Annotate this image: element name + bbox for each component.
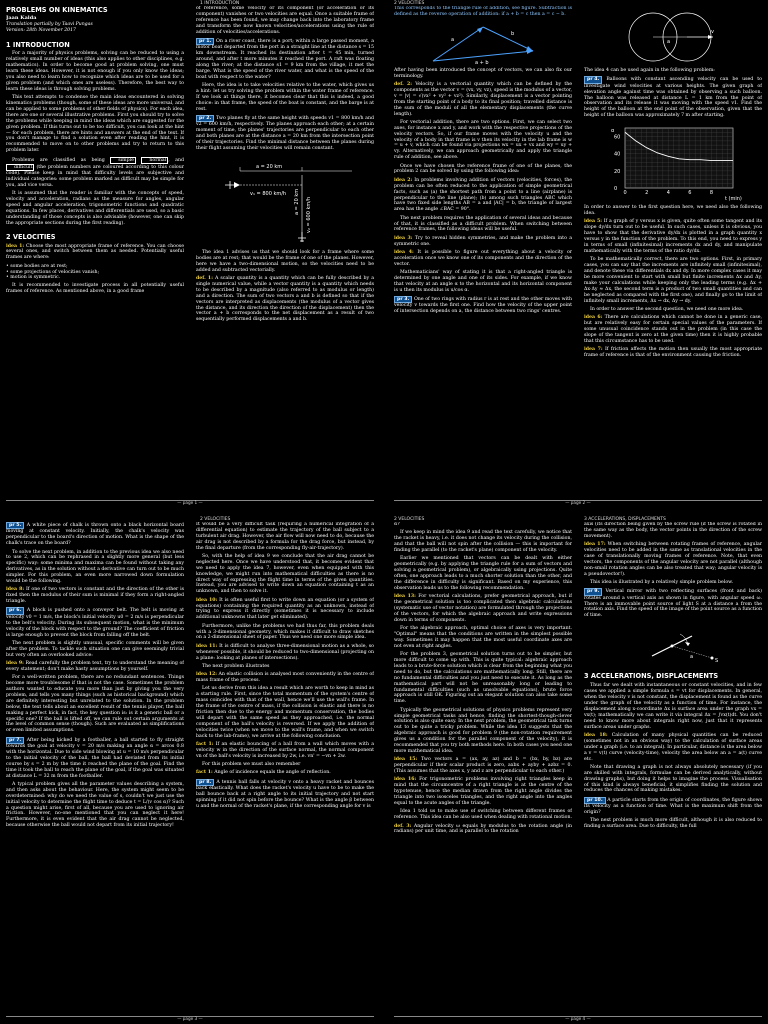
paragraph: Idea 1 told us to make use of switching between different frames of reference. This idea can be also used when dealing with rotational motion. (394, 809, 572, 821)
section-heading: 3 ACCELERATIONS, DISPLACEMENTS (584, 672, 719, 681)
idea-12: idea 12: An elastic collision is analysed most conveniently in the centre of mass frame of the process. (196, 672, 374, 684)
source-label: S (715, 658, 719, 665)
problem-label: pr 10. (584, 797, 606, 804)
doc-title: PROBLEMS ON KINEMATICS (6, 6, 108, 14)
mirror-figure (618, 622, 728, 666)
problem-4: pr 4. Balloons with constant ascending velocity can be used to investigate wind velocities at various heights. The given graph of elevation angle against time was obtained by observing a such balloon. The balloon was released at distance L = 1 km from the point of observation and its release it was moving with the speed v1. Find the height of the balloon at the end point of the observation, given that the height of the balloon was approximately 7 m after starting. (584, 77, 762, 119)
vector-label: a + b (475, 59, 489, 65)
paragraph: Here, the idea is to take velocities relative to the water, which gives us a hint: let us try solving the problem within the water frame of reference. If we look at things there, it becomes clear that this is indeed, a good choice: in that frame, the speed of the boat is constant, and the barge is at rest. (196, 83, 374, 112)
right-column (584, 6, 762, 361)
paragraph: For this problem we must also remember (202, 762, 301, 768)
y-tick-label: 0 (614, 186, 618, 193)
paragraph: Furthermore, unlike the problems we had thus far, this problem deals with a 3-dimensional geometry, which makes it difficult to draw sketches on a 2-dimensional sheet of paper. Thus we need one more simple idea. (196, 623, 374, 641)
idea-8: idea 8: If one of two vectors is constant and the direction of the other is fixed then the modulus of their sum is minimal if they form a right-angled triangle. (6, 587, 184, 605)
x-tick-label: 6 (688, 190, 692, 197)
vector-sum-figure (423, 21, 543, 65)
idea-5: idea 5: If a graph of y versus x is given, quite often some tangent and its slope dy/dx turn out to be useful. In such cases, unless it is obvious, you have to show that the derivative dy/dx is plotted in a graph quantity x versus y in the function of the problem. To this end, you need to express y in terms of small (infinitesimal) increments dx and dy, and manipulate mathematically with the terms of the ratio dy/dx. (584, 219, 762, 254)
page-footer: — page 1 — (177, 500, 203, 505)
paragraph: It is recommended to investigate process in all potentially useful frames of reference. As mentioned above, in a good frame (6, 283, 184, 295)
paragraph: It is assumed that the reader is familiar with the concepts of speed, velocity and acceleration, radians as the measure for angles, angular speed and angular acceleration, trigonometric functions and quadratic equations. In few places, derivatives and differentials are used, so a basic understanding of those concepts is also advisable (however, one can skip the appropriate sections during the first reading). (6, 191, 184, 226)
x-tick-label: 4 (666, 190, 670, 197)
idea-10: idea 10: It is often useful first to write down an equation (or a system of equations) containing the required quantity as an unknown, instead of trying to express it directly (sometimes it is necessary to include additional unknowns that later get eliminated). (196, 597, 374, 621)
left-column (394, 522, 572, 838)
paragraph: The idea 4 can be used again in the following problem: (584, 68, 715, 73)
idea-4: idea 4: It is possible to figure out everything about a velocity or acceleration once we know one of its components and the direction of the vector. (394, 249, 572, 267)
idea-7: idea 7: If friction affects the motion then usually the most appropriate frame of reference is that of the environment causing the friction. (584, 347, 762, 358)
paragraph: of reference, some velocity or its component (or acceleration or its component) vanishes or two velocities are equal. Once a suitable frame of reference has been found, we may change back into the laboratory frame and transform the now known velocities/accelerations using the rule of addition of velocities/accelerations. (196, 6, 374, 35)
problem-2: pr 2. Two planes fly at the same height with speeds v1 = 800 km/h and v2 = 600 km/h, respectively. The planes approach each other; at a certain moment of time, the planes' trajectories are perpendicular to each other and both planes are at the distance a = 20 km from the intersection point of their trajectories. Find the minimal distance between the planes during their flight assuming their velocities will remain constant. (196, 116, 374, 152)
left-column (6, 522, 184, 832)
left-column (6, 6, 184, 298)
paragraph: For vectorial addition, there are two options. First, we can select two axes, for instance x and y, and work with the respective projections of the velocity vectors. So, if our frame moves with the velocity u and the velocity of a body in that frame is v then its velocity in the lab frame is w = u + v, which can be found via projections wx = ux + vx and wy = uy + vy. Alternatively, we can approach geometrically and apply the triangle rule of addition, see above. (394, 119, 572, 161)
problem-label: pr 1. (196, 38, 214, 45)
left-column (394, 6, 572, 318)
section-heading: 1 INTRODUCTION (6, 41, 70, 50)
problem-3: pr 3. One of two rings with radius r is at rest and the other moves with velocity v towards the first one. Find how the velocity of the upper point of intersection depends on a, the distance between two rings' centres. (394, 297, 572, 315)
paragraph: α? (394, 522, 400, 527)
definition-1: def. 1: A scalar quantity is a quantity which can be fully described by a single numerical value, while a vector quantity is a quantity which needs to be described by a magnitude (also referred to as modulus or length) and a direction. The sum of two vectors a and b is defined so that if the vectors are interpreted as displacements (the modulus of a vector gives the distance, and its direction the direction of the displacement) then the vector a + b corresponds to the net displacement as a result of two sequentially performed displacements a and b. (196, 276, 374, 323)
section-heading: 2 VELOCITIES (6, 232, 56, 241)
fact-2: fact 1: Angle of incidence equals the angle of reflection. (196, 770, 331, 776)
problem-6: pr 6. A block is pushed onto a conveyor belt. The belt is moving at velocity v0 = 1 m/s, the block's initial velocity u0 = 2 m/s is perpendicular to the belt's velocity. During its subsequent motion, what is the minimum velocity of the block with respect to the ground? The coefficient of friction is large enough to prevent the block from falling off the belt. (6, 608, 184, 638)
problem-label: pr 5. (6, 522, 24, 529)
problem-label: pr 6. (6, 607, 24, 614)
x-axis-label: t (min) (725, 196, 742, 203)
vector-label: a (451, 36, 455, 43)
page-2 (388, 0, 768, 508)
plane-icon (298, 232, 306, 242)
y-tick-label: 60 (614, 134, 621, 141)
page-footer: — page 4 — (565, 1016, 591, 1021)
running-header-right: 1 INTRODUCTION (200, 1, 240, 6)
right-column (196, 6, 374, 326)
paragraph: Note that drawing a graph is not always absolutely necessary (if you are skilled with integrals, formulae can be derived analytically, without drawing graphs), but doing it helps to imagine the process. Visualisation of this kind is always beneficial, it simplifies finding the solution and reduces the chances of making mistakes. (584, 764, 762, 794)
paragraph: The next problem illustrates (202, 663, 270, 669)
distance-label: a (690, 654, 694, 661)
idea-13: idea 13: For vectorial calculations, prefer geometrical approach, but if the geometrical solution is too complicated then algebraic calculations (systematic use of vector notation) are formulated through the projections of the vectors, for which the algebraic approach and write expressions down in terms of components. (394, 594, 572, 623)
problem-7: pr 7. After being kicked by a footballer, a ball started to fly straight towards the goal at velocity v = 20 m/s making an angle α = arcos 0.8 with the horizontal. Due to side wind blowing at u = 10 m/s perpendicular to the initial velocity of the ball, the ball had deviated from its initial course by s = 2 m by the time it reached the plane of the goal. Find the time it took the ball to reach the plane of the goal, if the goal was situated at distance L = 32 m from the footballer. (6, 737, 184, 779)
distance-label: a = 20 km (294, 188, 300, 216)
definition-2: def. 2: Velocity is a vectorial quantity which can be defined by the components as the vector v = (vx, vy, vz), speed is the modulus of a vector, v = |v| = √(vx² + vy² + vz²). Similarly, displacement is a vector pointing from the starting point of a body to its final position; travelled distance is the sum of the moduli of all the elementary displacements (the curve length). (394, 82, 572, 117)
paragraph: This corresponds to the triangle rule of addition, see figure. Subtraction is defined as the reverse operation of addition: if a + b = c then a = c − b. (394, 6, 572, 17)
idea-1: idea 1: Choose the most appropriate frame of reference. You can choose several ones, and switch between them as needed. Potentially useful frames are where: (6, 243, 184, 261)
page-4 (388, 516, 768, 1024)
page-3 (0, 516, 380, 1024)
list-item: • motion is symmetric. (6, 275, 61, 281)
idea-9: idea 9: Read carefully the problem text, try to understand the meaning of every statement; don't make hasty assumptions by yourself. (6, 660, 184, 672)
list-item: • some projections of velocities vanish; (6, 269, 100, 275)
doc-version: Version: 28th November 2017 (6, 27, 76, 33)
idea-3: idea 3: Try to reveal hidden symmetries, and make the problem into a symmetric one. (394, 235, 572, 247)
simple-label: simple (110, 157, 136, 164)
right-column (196, 522, 374, 812)
paragraph: Let us derive from this idea a result which are worth to keep in mind as a starting rule. First, since the total momentum of the system's centre of mass coincides with that of the wall, hence we'll use the wall's frame. In the frame of the centre of mass, if the collision is elastic and there is no friction then due to the energy and momentum conservation, the bodies will depart with the same speed as they approached, i.e. the normal component of the ball's velocity is reversed. If we apply the addition of velocities twice (when we move to the wall's frame, and when we switch back to the lab-frame), we arrive at the following conclusion. (196, 686, 374, 739)
paragraph: It would be a very difficult task (requiring a numerical integration of a differential equation) to estimate the trajectory of the ball subject to a turbulent air drag. However, the air flow will now need to do, because the air drag is not described by a formula for the drag force, but instead, by the final departure (from the corresponding fly-air-trajectory). (196, 522, 374, 551)
doc-translation: Translation partially by Taavi Pungas (6, 21, 93, 27)
paragraph: This text attempts to condense the main ideas encountered in solving kinematics problems (though, some of these ideas are more universal, and can be applied to some problems of other fields of physics). For each idea, there are one or several illustrative problems. First you should try to solve the problems while keeping in mind the ideas which are suggested for the given problem. If this turns out to be too difficult, you can look at the hint — for each problem, there are hints and answers at the end of the text. If you don't manage to find a solution even after reading the hint, it is recommended to move on to other problems and try to return to this problem later. (6, 95, 184, 154)
problem-label: pr 4. (584, 76, 602, 83)
running-header-right: 3 ACCELERATIONS, DISPLACEMENTS (584, 517, 666, 522)
idea-6: idea 6: There are calculations which cannot be done in a generic case, but are relatively easy for certain special values of the parameters. If some unusual coincidence stands out in the problem (in this case the slope of the tangent is zero at the given time) then it is highly probable that this circumstance has to be used. (584, 315, 762, 344)
idea-18: idea 18: Calculation of many physical quantities can be reduced (sometimes not in an obvious way) to the calculation of surface areas under a graph (i.e. to an integral). In particular, distance is the area below a v = v(t) curve (velocity-time), velocity the area below an a = a(t) curve etc. (584, 732, 762, 762)
idea-11: idea 11: It is difficult to analyse three-dimensional motion as a whole, so whenever possible, it should be reduced to two-dimensional (projecting on a plane: looking at planes of intersections). (196, 643, 374, 661)
problem-1: pr 1. On a river coast, there is a port; within a large passed moment, a motor boat departed from the port in a straight line at the distance s = 15 km downstream. It reached its destination after t = 45 min, turned around, and after t more minutes it reached the port. A raft was floating along the river; at the distance s1 = 9 km from the village, it met the barge. What is the speed of the river water, and what is the speed of the boat with respect to the water? (196, 38, 374, 80)
paragraph: After having been introduced the concept of vectors, we can also fix our terminology. (394, 67, 572, 79)
running-header-left: 2 VELOCITIES (394, 1, 425, 6)
idea-16: idea 16: For trigonometric problems involving right triangles keep in mind that the circumcentre of a right triangle is at the centre of the hypotenuse, hence the median drawn from the right angle divides the triangle into two isosceles triangles, and the right angle into the angles equal to the acute angles of the triangle. (394, 777, 572, 806)
problem-8: pr 8. A tennis ball falls at velocity v onto a heavy racket and bounces back elastically. What does the racket's velocity u have to be to make the ball bounce back at a right angle to its initial trajectory and not start spinning if it did not spin before the bounce? What is the angle β between u and the normal of the racket's plane, if the corresponding angle for v is (196, 779, 374, 809)
paragraph: To be mathematically correct, there are two options. First, in primary cases, you can say that the increments are infinitely small (infinitesimal), and denote these via differentials dx and dy. In more complex cases it may be more convenient to start with small but finite increments Δx and Δy, make your calculations while keeping only the leading terms (e.g. Δx + Δx·Δy ≈ Δx, the second term is a product of two small quantities and can be neglected as compared with the first one), and finally go to the limit of infinitely small increments, Δx → dx, Δy → dy. (584, 257, 762, 304)
velocity-label: v₁ = 800 km/h (250, 191, 287, 198)
paragraph: If we keep in mind the idea 9 and read the text carefully, we notice that the racket is heavy, i.e. it does not change its velocity during the collision, and that the ball will not spin after the collision — this is important for finding the parallel (to the racket's plane) component of the velocity. (394, 530, 572, 554)
paragraph: The next problem is slightly unusual, specific comments will be given after the problem. To tackle such situation one can give seemingly trivial but very often an overlooked advice: (6, 640, 184, 658)
page-footer: — page 3 — (177, 1016, 203, 1021)
velocity-label: v (711, 29, 714, 35)
paragraph: The idea 1 advises us that we should look for a frame where some bodies are at rest; that would be the frame of one of the planes. However, here we have a two-dimensional motion, so the velocities need to be added and subtracted vectorially. (196, 250, 374, 273)
problem-label: pr 3. (394, 296, 412, 303)
x-tick-label: 2 (645, 190, 649, 197)
paragraph: Mathematicians' way of stating it is that a right-angled triangle is determined by one angle and one of its sides. For example, if we know that velocity at an angle α to the horizontal and its horizontal component is u then its modulus is u/cos α. (394, 270, 572, 293)
paragraph: For the problem 3, geometrical solution turns out to be simpler, but more difficult to come up with. This is quite typical: algebraic approach leads to a brute-force solution which is clear from the beginning what you need to do, but the calculations are mathematically long. Still, there are no fundamental difficulties and you just need to execute it. As long as the mathematical part will not be unreasonably long or leading to fundamental difficulties (such as unsolvable equations), brute force approach is still OK. Figuring out an elegant solution can also take some time. (394, 652, 572, 705)
rings-figure (613, 9, 733, 65)
paragraph: The next problem is much more difficult, although it is also reduced to finding a surface area. Due to difficulty, the full (584, 818, 762, 830)
right-column (584, 522, 762, 833)
running-header-left: 2 VELOCITIES (394, 517, 425, 522)
y-tick-label: 20 (614, 168, 621, 175)
distance-label: a = 20 km (256, 164, 283, 171)
vector-label: b (511, 30, 515, 37)
problem-label: pr 2. (196, 115, 214, 122)
problem-label: pr 8. (196, 779, 214, 786)
y-axis-label: α (611, 128, 615, 135)
planes-figure (210, 155, 360, 247)
paragraph: Typically the geometrical solutions of physics problems represent very simple geometrical tasks and hence, finding the shortest-though-clever solution is also quite easy. In the next problem, the geometrical task turns out to be quite a tricky problem. While the idea 13 suggests that the algebraic approach is good for problem 9 (the non-rotation requirement gives us a condition for the parallel component of the velocity), it is recommended that you try both methods here. In both cases you need one more mathematical idea. (394, 707, 572, 754)
normal-label: normal (141, 157, 168, 164)
x-tick-label: 0 (623, 190, 627, 197)
paragraph: In order to answer the second question, we need one more idea. (590, 306, 744, 312)
problem-label: pr 9. (584, 588, 602, 595)
idea-17: idea 17: When switching between rotating frames of reference, angular velocities need to be added in the same as translational velocities in the case of translationally moving frames of reference. Note, that even vectors, the components of the angular velocity are not parallel (although non-small rotation angles can be also treated that way; angular velocity is a pseudovector!). (584, 542, 762, 577)
paragraph: A typical problem gives all the parameter values describing a system, and then asks about the behaviour. Here, the system might seem to be overdetermined: why do we need the value of s, couldn't we just use the initial velocity to determine the flight time to deduce t = L/(v cos α)? Such a question might arise, first of all, because you are used to ignoring air friction. However, no-one mentioned that you can neglect it here! Furthermore, it is even evident that the air drag cannot be neglected, because otherwise the ball would not depart from its initial trajectory! (6, 781, 184, 829)
paragraph: So, with the help of idea 9 we conclude that the air drag cannot be neglected here. Once we have understood that, it becomes evident that we need to apply the idea 7, however, even when equipped with this knowledge, we might run into mathematical difficulties as there is no direct way of expressing the flight time in terms of the given quantities. Instead, you are advised to write down an equation containing t as an unknown, and then to solve it. (196, 553, 374, 595)
problem-5: pr 5. A white piece of chalk is thrown onto a black horizontal board moving at constant velocity. Initially, the chalk's velocity was perpendicular to the board's direction of motion. What is the shape of the chalk's trace on the board? (6, 523, 184, 547)
x-tick-label: 8 (709, 190, 714, 197)
idea-2: idea 2: In problems involving addition of vectors (velocities, forces), the problem can be often reduced to the application of simple geometrical facts, such as (a) the shortest path from a point to a line (airplane) is perpendicular to the line (plane); (b) among such triangles ABC which have two fixed side lengths AB = a and |AC| = b, the triangle of largest area has the angle ∠BAC = 90°. (394, 177, 572, 213)
difficult-label: difficult (6, 164, 34, 171)
fact-1: fact 1: If an elastic bouncing of a ball from a wall which moves with a velocity w in the direction of the surface normal, the normal component vn of the ball's velocity is increased by 2w, i.e. vn' = −vn + 2w. (196, 741, 374, 759)
problem-label: pr 7. (6, 737, 24, 744)
paragraph: Thus far we dealt with instantaneous or constant velocities, and in few cases we applied a simple formula s = vt for displacements. In general, when the velocity v is not constant, the displacement is found as the curve under the graph of the velocity as a function of time. For instance, the displacement along x-coordinate Δx is surface area under the graph vx = vx(t); mathematically we can write it via integral Δx = ∫vx(t)dt. You don't need to know more about integrals right now, just that it represents surface areas under graphs. (584, 683, 762, 730)
paragraph: For a majority of physics problems, solving can be reduced to using a relatively small number of ideas (this also applies to other disciplines, e.g. mathematics). In order to become good at problem solving, one must learn these ideas. However, it is not enough if you only know the ideas; you also need to learn how to recognize which ideas are to be used for a given problem (and which ones are useless). Therefore, the best way to learn these ideas is through solving problems. (6, 51, 184, 92)
paragraph: For a well-written problem, there are no redundant sentences. Things become more troublesome if that is not the case. Sometimes the problem authors wanted to educate you more than just by giving you the very problem, and tells you many things (such as historical background) which are definitely interesting but unrelated to the solution. In the problem below, the text tells about an excellent result of the tennis player, the ball making a perfect kick, in fact, the key question is: is it a generic ball or a specific one? If the ball is lifted off, we can rule out certain arguments at the level of common sense (though). Such are evaluated as simplifications or even limited assumptions. (6, 675, 184, 734)
running-header-right: 2 VELOCITIES (200, 517, 231, 522)
paragraph: To solve the next problem, in addition to the previous idea we also need to use 2, which can be rephrased in a slightly more general (but less specific) way: some minima and maxima can be found without taking any derivatives, as in the solution without a derivative can turn out to be much simpler. For this problem, an even more narrowed down formulation would be the following. (6, 549, 184, 585)
paragraph: Earlier we mentioned that vectors can be dealt with either geometrically (e.g. by applying the triangle rule for a sum of vectors and solving a geometrical problem), or algebraically using projections. Quite often, one approach leads to a much shorter solution than the other, and the difference in difficulty is significant. Based on my experience, this observation leads us to the following recommendation. (394, 556, 572, 591)
y-tick-label: 40 (614, 151, 621, 158)
paragraph: This idea is illustrated by a relatively simple problem below. (590, 579, 734, 585)
paragraph: The next problem requires the application of several ideas and because of that, it is classified as a difficult problem. When switching between reference frames, the following ideas will be useful. (394, 215, 572, 233)
paragraph: axis (its direction being given by the screw rule (if the screw is rotated in the same way as the body, the vector points in the direction of the screw movement). (584, 522, 762, 539)
velocity-label: v₂ = 600 km/h (306, 196, 312, 234)
page-1 (0, 0, 380, 508)
doc-author: Jaan Kalda (6, 14, 37, 21)
paragraph: Once we have chosen the reference frame of one of the planes, the problem 2 can be solved by using the following idea: (394, 163, 572, 175)
plane-icon (225, 181, 235, 189)
paragraph: Problems are classified as being simple normal , and difficult (the problem numbers are coloured according to this colour code). Please keep in mind that difficulty levels are subjective and individual categories: some problem marked as difficult may be simple for you, and vice versa. (6, 157, 184, 188)
definition-3: def. 3: Angular velocity ω equals by modulus to the rotation angle (in radians) per unit time, and is parallel to the rotation (394, 823, 572, 835)
distance-label: a (667, 39, 671, 45)
paragraph: For the algebraic approach, optimal choice of axes is very important. "Optimal" means that the conditions are written in the simplest possible way. Sometimes it may happen that the most useful coordinate axes are not even at right angles. (394, 626, 572, 649)
page-footer: — page 2 — (565, 500, 591, 505)
list-item: • some bodies are at rest; (6, 263, 68, 269)
idea-15: idea 15: Two vectors a = (ax, ay, az) and b = (bx, by, bz) are perpendicular if their scalar product is zero, axbx + ayby + azbz = 0. (This assumes that the axes x, y and z are perpendicular to each other.) (394, 757, 572, 775)
problem-9: pr 9. Vertical mirror with two reflecting surfaces (front and back) rotates around a vertical axis as shown in figure, with angular speed ω. There is an immovable point source of light S at a distance a from the rotation axis. Find the speed of the image of the point source as a function of time. (584, 589, 762, 619)
paragraph: In order to answer to the first question here, we need also the following idea. (584, 205, 762, 217)
problem-10: pr 10. A particle starts from the origin of coordinates, the figure shows its velocity as a function of time. What is the maximum shift from the origin? (584, 797, 762, 816)
elevation-chart (603, 122, 743, 202)
